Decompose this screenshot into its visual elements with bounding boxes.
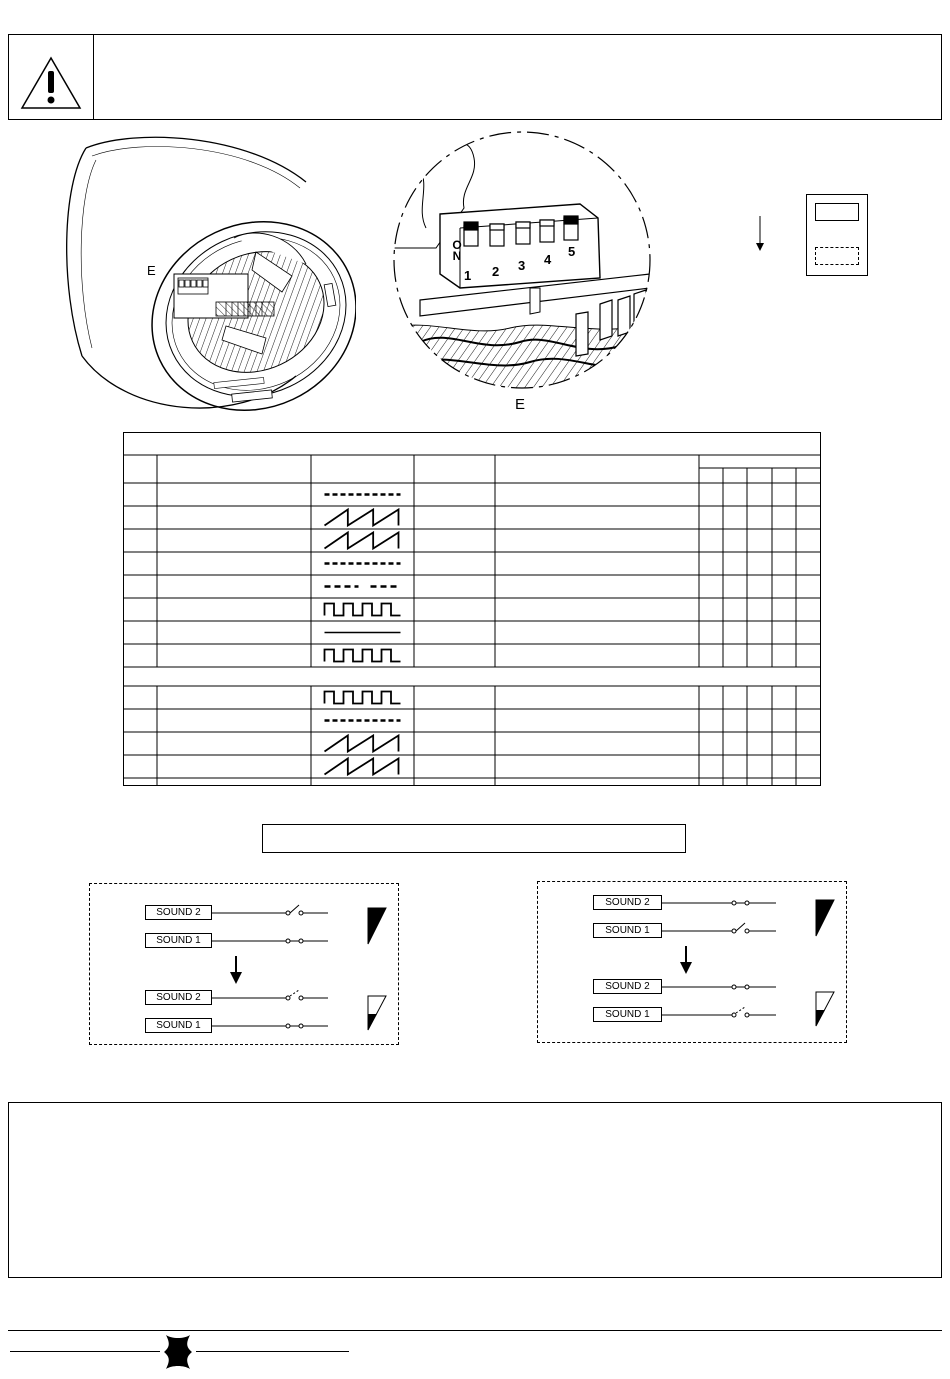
warning-divider	[93, 35, 94, 119]
volume-reduced-icon	[366, 994, 388, 1032]
tone-table-grid	[123, 432, 821, 786]
switch-on-symbol	[815, 203, 859, 221]
siren-housing-illustration	[56, 126, 356, 426]
warning-triangle-icon	[19, 55, 83, 111]
warning-box	[8, 34, 942, 120]
waveform-square-icon	[325, 692, 401, 704]
dip-on-label: ON	[452, 238, 462, 263]
sound-2-label-bottom-right: SOUND 2	[593, 979, 662, 994]
dip-number-3: 3	[518, 258, 526, 273]
switch-legend-box	[806, 194, 868, 276]
waveform-sawtooth-icon	[325, 510, 399, 526]
down-arrow-icon	[754, 216, 766, 252]
dip-number-1: 1	[464, 268, 472, 283]
volume-reduced-icon	[814, 990, 836, 1028]
dip-number-5: 5	[568, 244, 576, 259]
callout-e-bottom: E	[515, 396, 526, 413]
footer-left-line	[10, 1351, 160, 1352]
waveform-sawtooth-icon	[325, 759, 399, 775]
wiring-panel-left	[89, 883, 399, 1045]
waveform-sawtooth-icon	[325, 736, 399, 752]
volume-full-icon	[814, 898, 836, 938]
sound-1-label-bottom-right: SOUND 1	[593, 1007, 662, 1022]
dip-number-row	[464, 242, 594, 282]
wiring-right-lines	[538, 882, 848, 1044]
footer-rule	[8, 1330, 942, 1331]
company-logo-icon	[162, 1333, 194, 1371]
waveform-sawtooth-icon	[325, 533, 399, 549]
sound-2-label-top-left: SOUND 2	[145, 905, 212, 920]
sound-1-label-top-right: SOUND 1	[593, 923, 662, 938]
dip-number-4: 4	[544, 252, 552, 267]
notes-box	[8, 1102, 942, 1278]
footer-right-line	[196, 1351, 349, 1352]
wiring-left-lines	[90, 884, 400, 1046]
dip-number-2: 2	[492, 264, 500, 279]
waveform-square-icon	[325, 604, 401, 616]
tone-table	[123, 432, 821, 786]
callout-e-left: E	[147, 263, 156, 278]
sound-2-label-bottom-left: SOUND 2	[145, 990, 212, 1005]
wiring-panel-right	[537, 881, 847, 1043]
waveform-square-icon	[325, 650, 401, 662]
sound-1-label-top-left: SOUND 1	[145, 933, 212, 948]
sound-1-label-bottom-left: SOUND 1	[145, 1018, 212, 1033]
caption-box	[262, 824, 686, 853]
volume-full-icon	[366, 906, 388, 946]
sound-2-label-top-right: SOUND 2	[593, 895, 662, 910]
switch-off-symbol	[815, 247, 859, 265]
